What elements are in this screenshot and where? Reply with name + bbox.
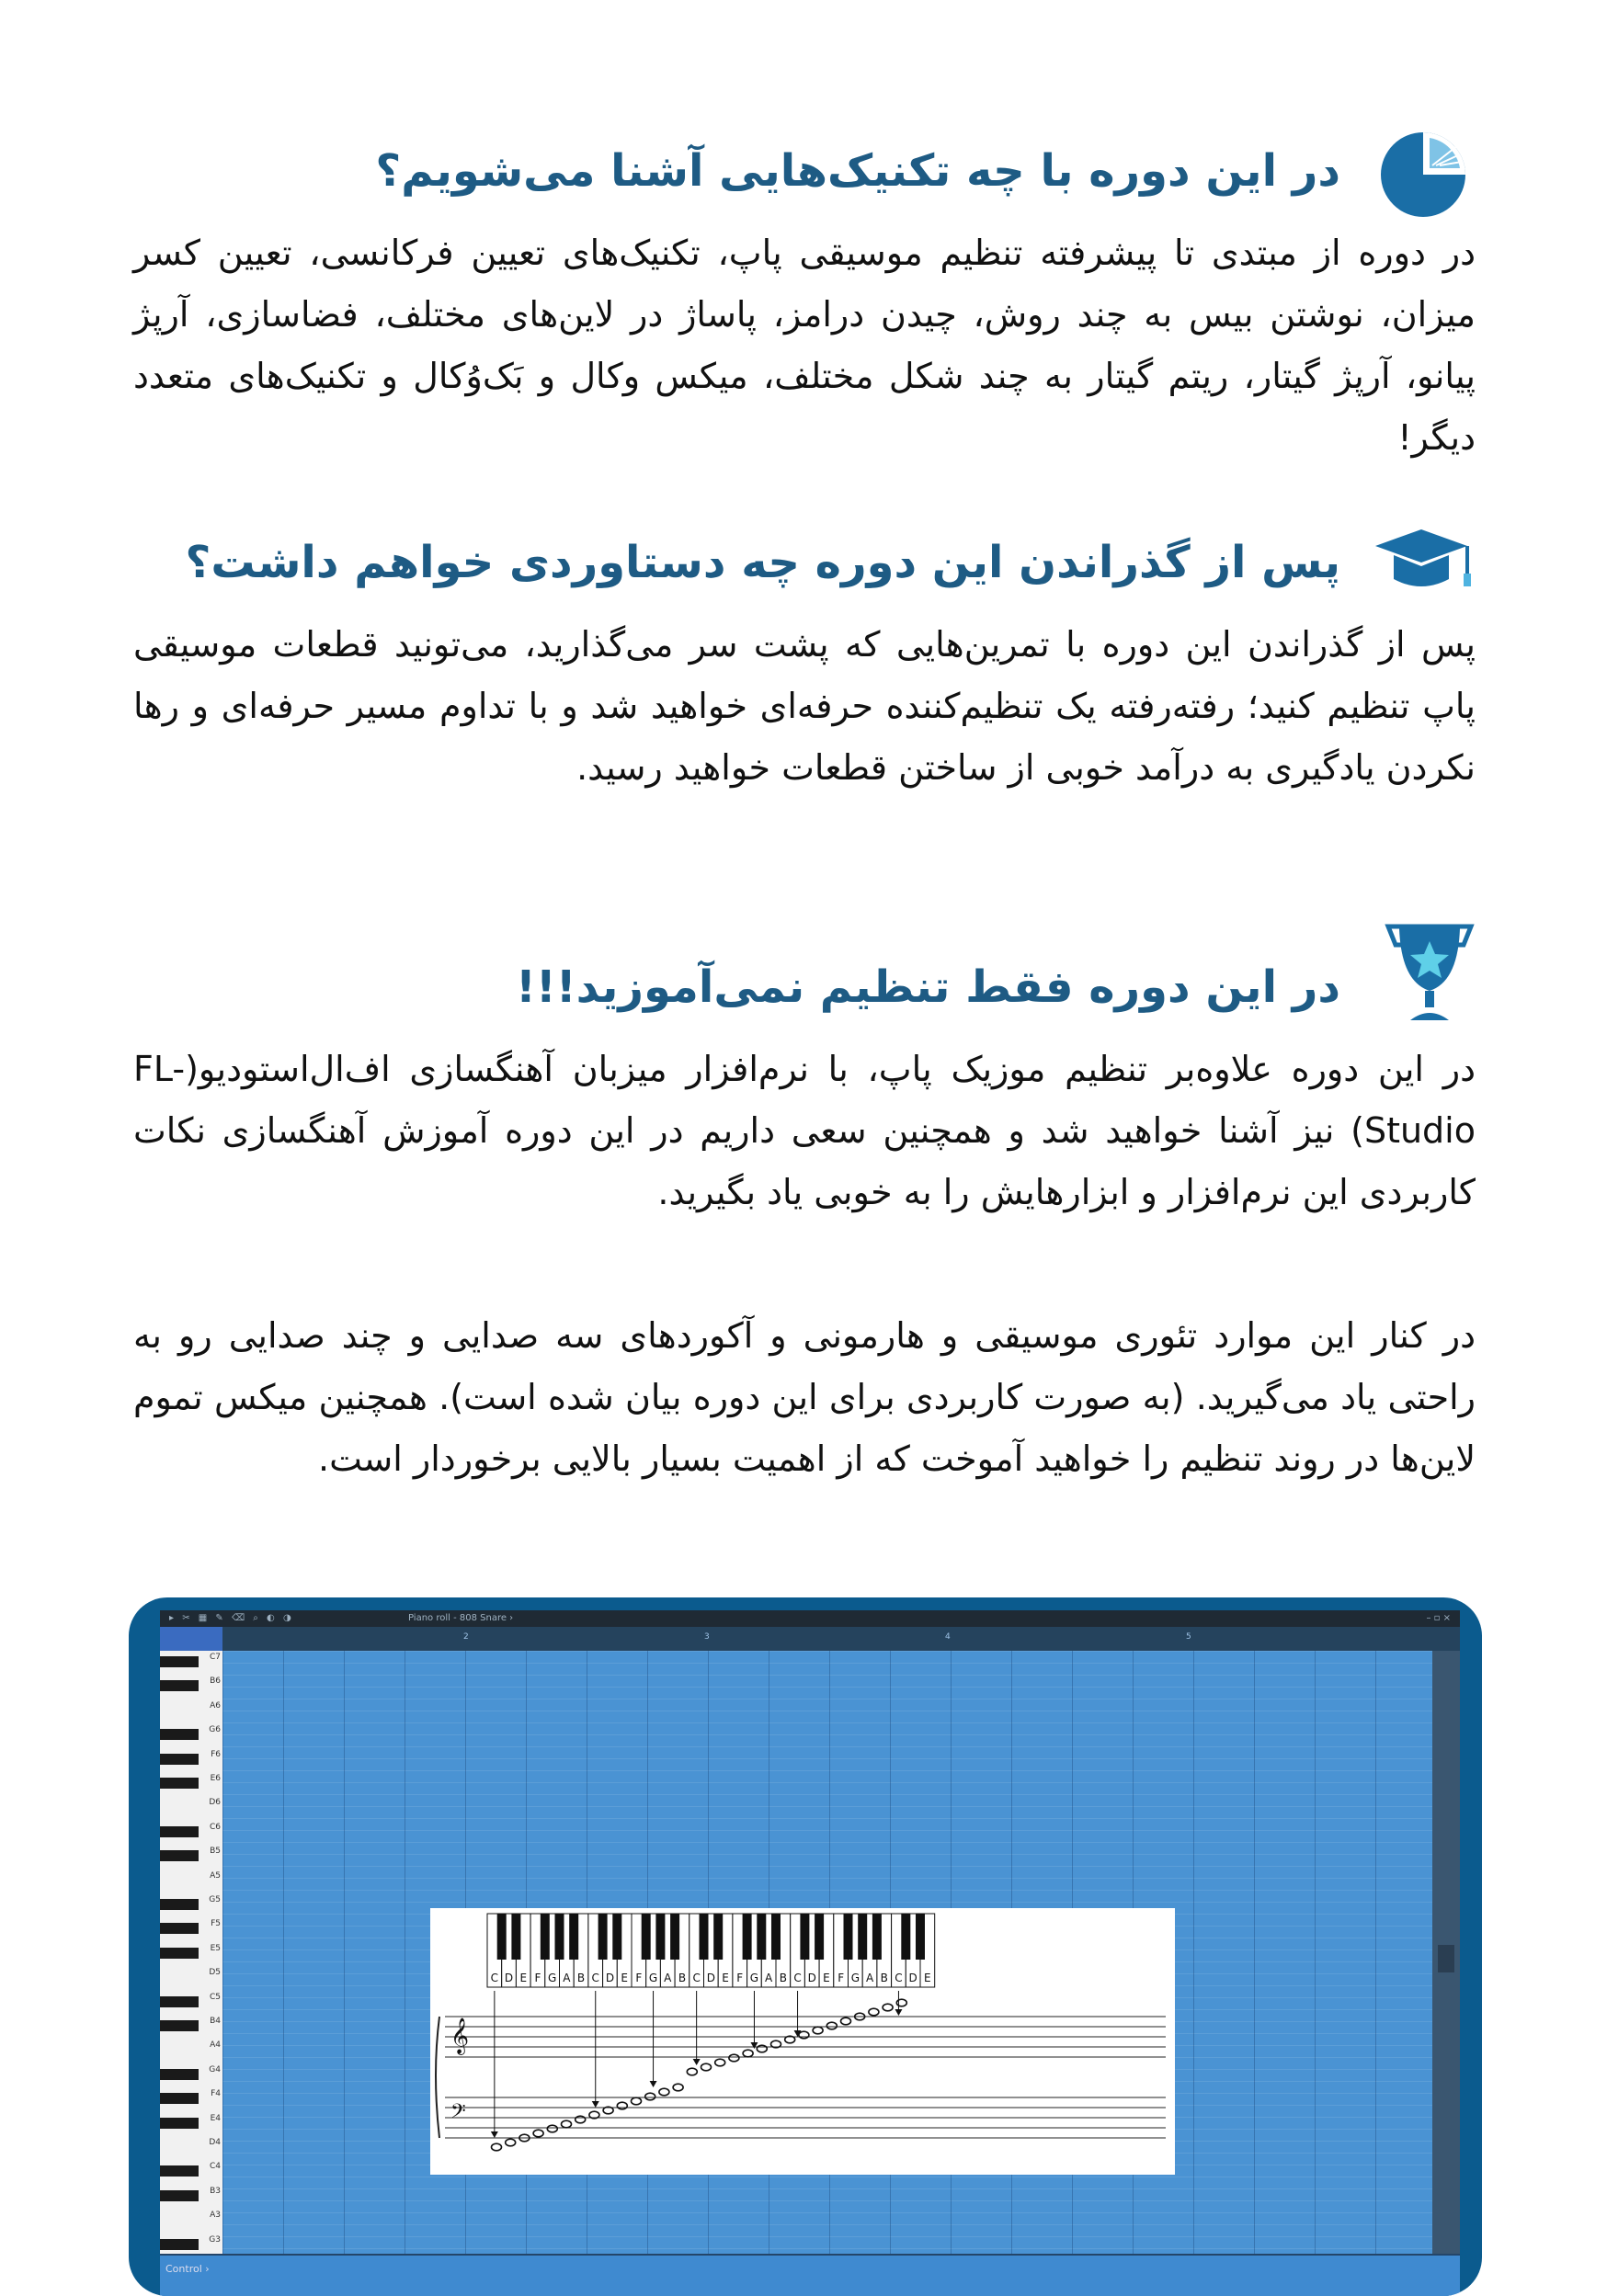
- keyboard-note-label: G3: [209, 2234, 221, 2245]
- keyboard-note-label: C4: [209, 2162, 221, 2172]
- section-paragraph-achievement: پس از گذراندن این دوره با تمرین‌هایی که پشت سر می‌گذارید، می‌تونید قطعات موسیقی پاپ تنظیم کنید؛ رفته‌رفته یک تنظیم‌کننده حرفه‌ای خواهید شد و با تداوم مسیر حرفه‌ای و رها نکردن یادگیری به درآمد خوبی از ساختن قطعات خواهید رسید.: [133, 624, 1476, 788]
- black-key: [160, 1948, 199, 1959]
- keyboard-note-label: C7: [209, 1653, 221, 1662]
- keyboard-note-label: D5: [209, 1968, 221, 1978]
- piano-roll-toolbar: [160, 1610, 1460, 1627]
- section-title-techniques: در این دوره با چه تکنیک‌هایی آشنا می‌شویم؟: [375, 145, 1340, 197]
- black-key: [541, 1914, 550, 1960]
- staff-note: [701, 2063, 712, 2071]
- key-letter: A: [664, 1972, 672, 1984]
- staff-note: [729, 2054, 739, 2062]
- black-key: [901, 1914, 910, 1960]
- black-key: [743, 1914, 752, 1960]
- section-title-achievement: پس از گذراندن این دوره چه دستاوردی خواهم داشت؟: [185, 537, 1340, 588]
- staff-note: [576, 2116, 586, 2123]
- staff-note: [826, 2022, 837, 2029]
- black-key: [555, 1914, 564, 1960]
- pointer-arrowhead: [693, 2059, 701, 2065]
- key-letter: F: [635, 1972, 643, 1984]
- key-letter: C: [692, 1972, 701, 1984]
- black-key: [497, 1914, 507, 1960]
- pointer-arrowhead: [794, 2030, 802, 2037]
- key-letter: B: [576, 1972, 586, 1984]
- section-title-not-only-arranging: در این دوره فقط تنظیم نمی‌آموزید!!!: [516, 961, 1340, 1013]
- keyboard-staff-svg: [430, 1908, 1175, 2175]
- keyboard-note-label: E6: [210, 1774, 221, 1783]
- staff-note: [659, 2088, 669, 2096]
- pointer-arrowhead: [650, 2081, 657, 2087]
- black-key: [160, 1899, 199, 1910]
- key-letter: D: [504, 1972, 514, 1984]
- staff-note: [841, 2018, 851, 2025]
- staff-note: [617, 2102, 627, 2109]
- treble-clef-icon: 𝄞: [450, 2018, 470, 2054]
- black-key: [160, 2165, 199, 2177]
- key-letter: B: [678, 1972, 687, 1984]
- keyboard-note-label: G6: [209, 1725, 221, 1735]
- bass-clef-icon: 𝄢: [450, 2100, 466, 2128]
- key-letter: G: [648, 1972, 658, 1984]
- black-key: [160, 1778, 199, 1789]
- control-label: Control ›: [165, 2263, 210, 2275]
- keyboard-note-label: B6: [210, 1677, 221, 1687]
- black-key: [160, 2190, 199, 2201]
- ruler-tick: 4: [945, 1632, 951, 1642]
- key-letter: D: [706, 1972, 715, 1984]
- window-controls-icon: – ▫ ×: [1426, 1613, 1451, 1623]
- staff-note: [757, 2045, 767, 2052]
- staff-note: [673, 2084, 683, 2091]
- keyboard-note-label: F5: [211, 1919, 221, 1929]
- key-letter: D: [807, 1972, 816, 1984]
- black-key: [771, 1914, 781, 1960]
- black-key: [160, 2118, 199, 2129]
- keyboard-note-label: A5: [210, 1870, 221, 1881]
- scrollbar-thumb: [1438, 1945, 1454, 1972]
- keyboard-note-label: G4: [209, 2064, 221, 2074]
- keyboard-note-label: F6: [211, 1749, 221, 1759]
- key-letter: F: [534, 1972, 541, 1984]
- keyboard-note-label: D4: [209, 2138, 221, 2147]
- pointer-arrowhead: [592, 2101, 599, 2108]
- key-letter: F: [838, 1972, 845, 1984]
- black-key: [916, 1914, 925, 1960]
- keyboard-note-label: B5: [210, 1847, 221, 1857]
- key-letter: B: [779, 1972, 787, 1984]
- black-key: [511, 1914, 520, 1960]
- staff-note: [547, 2125, 557, 2132]
- key-letter: B: [880, 1972, 888, 1984]
- key-letter: F: [736, 1972, 744, 1984]
- keyboard-note-label: A6: [210, 1700, 221, 1711]
- trophy-icon: [1379, 917, 1480, 1029]
- keyboard-note-label: F4: [211, 2089, 221, 2099]
- staff-note: [813, 2027, 823, 2034]
- staff-note: [645, 2093, 655, 2100]
- keyboard-staff-chart: [430, 1908, 1175, 2175]
- black-key: [757, 1914, 766, 1960]
- black-key: [160, 2020, 199, 2031]
- staff-note: [743, 2050, 753, 2057]
- timeline-ruler: [222, 1627, 1460, 1651]
- ruler-tick: 5: [1186, 1632, 1191, 1642]
- staff-note: [869, 2008, 879, 2016]
- black-key: [160, 2093, 199, 2104]
- black-key: [655, 1914, 665, 1960]
- event-control-bar: [160, 2254, 1460, 2296]
- black-key: [612, 1914, 621, 1960]
- toolbar-tool-icons: ▸ ✂ ▦ ✎ ⌫ ⌕ ◐ ◑: [169, 1613, 294, 1623]
- key-letter: E: [823, 1972, 830, 1984]
- ruler-tick: 3: [704, 1632, 710, 1642]
- black-key: [815, 1914, 824, 1960]
- black-key: [160, 2239, 199, 2250]
- black-key: [160, 1826, 199, 1837]
- key-letter: G: [749, 1972, 759, 1984]
- black-key: [160, 1996, 199, 2007]
- staff-note: [799, 2031, 809, 2039]
- keyboard-note-label: E4: [210, 2113, 221, 2123]
- section-paragraph-fl-studio: در این دوره علاوه‌بر تنظیم موزیک پاپ، با نرم‌افزار میزبان آهنگسازی اف‌ال‌استودیو(FL-Studio) نیز آشنا خواهید شد و همچنین سعی داریم در این دوره آموزش آهنگسازی نکات کاربردی این نرم‌افزار و ابزارهایش را به خوبی یاد بگیرید.: [133, 1049, 1476, 1212]
- piano-roll-corner: [160, 1627, 222, 1651]
- graduation-cap-icon: [1372, 524, 1475, 597]
- staff-note: [687, 2068, 697, 2075]
- key-letter: G: [547, 1972, 557, 1984]
- keyboard-note-label: C5: [209, 1992, 221, 2002]
- key-letter: E: [519, 1972, 528, 1984]
- ruler-tick: 2: [463, 1632, 469, 1642]
- staff-note: [715, 2059, 725, 2066]
- key-letter: D: [605, 1972, 615, 1984]
- section-paragraph-techniques: در دوره از مبتدی تا پیشرفته تنظیم موسیقی پاپ، تکنیک‌های تعیین فرکانسی، تعیین کسر میزان، نوشتن بیس به چند روش، چیدن درامز، پاساژ در لاین‌های مختلف، فضاسازی، آرپژ پیانو، آرپژ گیتار، ریتم گیتار به چند شکل مختلف، میکس وکال و بَک‌وُکال و تکنیک‌های متعدد دیگر!: [133, 233, 1476, 458]
- staff-note: [492, 2143, 502, 2151]
- key-letter: C: [793, 1972, 802, 1984]
- black-key: [160, 2069, 199, 2080]
- black-key: [569, 1914, 578, 1960]
- key-letter: E: [924, 1972, 931, 1984]
- staff-note: [506, 2139, 516, 2146]
- staff-brace: [436, 2017, 439, 2138]
- keyboard-note-label: B4: [210, 2017, 221, 2026]
- key-letter: A: [765, 1972, 773, 1984]
- pointer-arrowhead: [895, 2009, 902, 2016]
- keyboard-note-label: D6: [209, 1798, 221, 1808]
- black-key: [160, 1754, 199, 1765]
- keyboard-note-label: C6: [209, 1822, 221, 1832]
- black-key: [700, 1914, 709, 1960]
- pointer-arrowhead: [491, 2131, 498, 2138]
- black-key: [160, 1680, 199, 1691]
- black-key: [160, 1656, 199, 1667]
- black-key: [160, 1923, 199, 1934]
- staff-note: [632, 2097, 642, 2105]
- black-key: [598, 1914, 608, 1960]
- key-letter: E: [722, 1972, 729, 1984]
- black-key: [160, 1850, 199, 1861]
- keyboard-note-label: G5: [209, 1895, 221, 1904]
- piano-keyboard: [160, 1651, 222, 2257]
- window-title: Piano roll - 808 Snare ›: [408, 1613, 514, 1623]
- keyboard-note-label: B3: [210, 2186, 221, 2196]
- staff-note: [533, 2130, 543, 2137]
- black-key: [642, 1914, 651, 1960]
- key-letter: C: [490, 1972, 499, 1984]
- keyboard-note-label: E5: [210, 1943, 221, 1953]
- staff-note: [883, 2004, 893, 2011]
- key-letter: A: [563, 1972, 571, 1984]
- keyboard-note-label: A3: [210, 2211, 221, 2221]
- black-key: [872, 1914, 882, 1960]
- black-key: [670, 1914, 679, 1960]
- black-key: [160, 1729, 199, 1740]
- vertical-scrollbar: [1432, 1651, 1460, 2257]
- keyboard-note-label: A4: [210, 2040, 221, 2051]
- key-letter: C: [591, 1972, 599, 1984]
- key-letter: D: [908, 1972, 917, 1984]
- section-paragraph-theory: در کنار این موارد تئوری موسیقی و هارمونی و آکوردهای سه صدایی و چند صدایی رو به راحتی یاد می‌گیرید. (به صورت کاربردی برای این دوره بیان شده است). همچنین میکس تموم لاین‌ها در روند تنظیم را خواهید آموخت که از اهمیت بسیار بالایی برخوردار است.: [133, 1315, 1476, 1479]
- black-key: [800, 1914, 809, 1960]
- pie-chart-icon: [1379, 127, 1471, 219]
- key-letter: G: [850, 1972, 860, 1984]
- key-letter: C: [895, 1972, 903, 1984]
- black-key: [858, 1914, 867, 1960]
- key-letter: A: [865, 1972, 874, 1984]
- black-key: [844, 1914, 853, 1960]
- black-key: [713, 1914, 723, 1960]
- key-letter: E: [621, 1972, 628, 1984]
- staff-note: [562, 2120, 572, 2128]
